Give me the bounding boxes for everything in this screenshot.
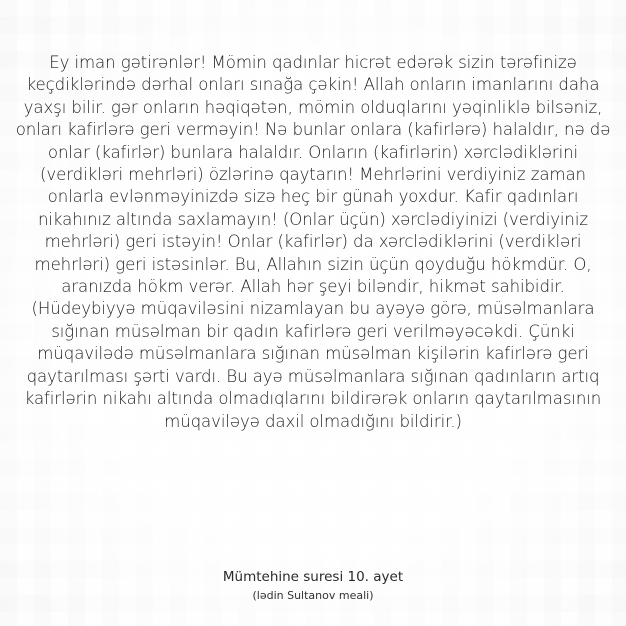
verse-container (14, 52, 612, 433)
verse-text: Ey iman gətirənlər! Mömin qadınlar hicrət edərək sizin tərəfinizə keçdiklərində dərhal onları sınağa çəkin! Allah onların imanlarını daha yaxşı bilir. gər onların həqiqətən, mömin olduqlarını yəqinliklə bilsəniz, onları kafirlərə geri verməyin! Nə bunlar onlara (kafirlərə) halaldır, nə də onlar (kafirlər) bunlara halaldır. Onların (kafirlərin) xərclədiklərini (verdikləri mehrləri) özlərinə qaytarın! Mehrlərini verdiyiniz zaman onlarla evlənməyinizdə sizə heç bir günah yoxdur. Kafir qadınları nikahınız altında saxlamayın! (Onlar üçün) xərclədiyinizi (verdiyiniz mehrləri) geri istəyin! Onlar (kafirlər) da xərclədiklərini (verdikləri mehrləri) geri istəsinlər. Bu, Allahın sizin üçün qoyduğu hökmdür. O, aranızda hökm verər. Allah hər şeyi biləndir, hikmət sahibidir. (Hüdeybiyyə müqaviləsini nizamlayan bu ayəyə görə, müsəlmanlara sığınan müsəlman bir qadın kafirlərə geri verilməyəcəkdi. Çünki müqavilədə müsəlmanlara sığınan müsəlman kişilərin kafirlərə geri qaytarılması şərti vardı. Bu ayə müsəlmanlara sığınan qadınların artıq kafirlərin nikahı altında olmadıqlarını bildirərək onların qaytarılmasının müqaviləyə daxil olmadığını bildirir.) (15, 53, 611, 431)
footer (0, 568, 626, 604)
translator-credit: (lədin Sultanov meali) (252, 589, 374, 602)
verse-reference: Mümtehine suresi 10. ayet (222, 569, 404, 585)
